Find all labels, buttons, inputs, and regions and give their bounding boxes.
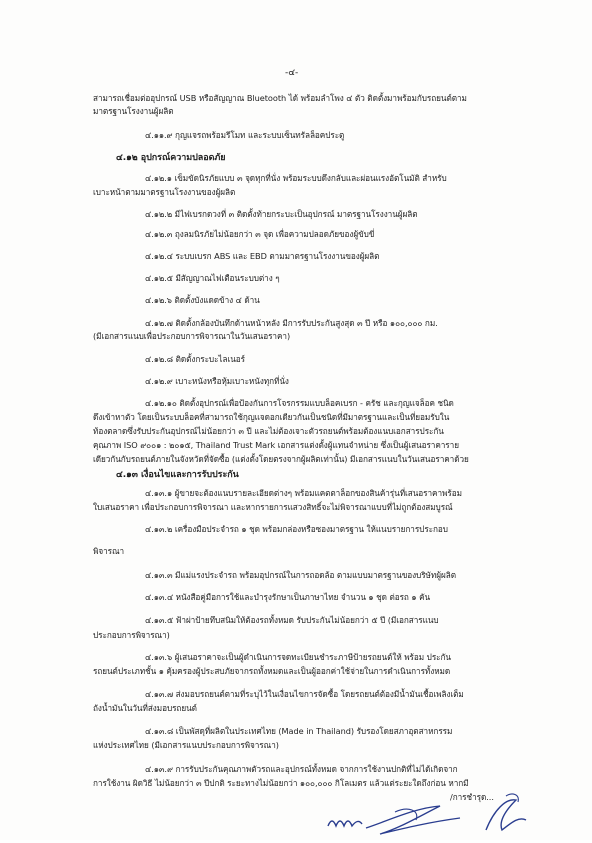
text-line: มาตรฐานโรงงานผู้ผลิต — [93, 106, 174, 116]
text-line: คุณภาพ ISO ๙๐๐๑ : ๒๐๑๕, Thailand Trust Mark เอกสารแต่งตั้งผู้แทนจำหน่าย ซึ่งเป็นผู้เสนอราคาราย — [93, 440, 459, 450]
text-line: ๔.๑๑.๙ กุญแจรถพร้อมรีโมท และระบบเซ็นทรัลล็อคประตู — [145, 130, 345, 140]
text-line: ๔.๑๒.๖ ติดตั้งบังแดดข้าง ๔ ด้าน — [145, 295, 260, 305]
text-line: แห่งประเทศไทย (มีเอกสารแนบประกอบการพิจารณา) — [93, 740, 279, 750]
text-line: ใบเสนอราคา เพื่อประกอบการพิจารณา และหากรายการแสวงสิทธิ์จะไม่พิจารณาแบบที่ไม่ถูกต้องสมบูรณ์ — [93, 502, 453, 512]
section-heading: ๔.๑๒ อุปกรณ์ความปลอดภัย — [116, 153, 226, 163]
section-heading: ๔.๑๓ เงื่อนไขและการรับประกัน — [116, 470, 239, 480]
text-line: ดึงเข้าหาตัว โดยเป็นระบบล็อคที่สามารถใช้กุญแจดอกเดียวกันเป็นชนิดที่มีมาตรฐานและเป็นที่ยอมรับใน — [93, 412, 450, 422]
continuation-text: /การชำรุด... — [450, 792, 494, 802]
text-line: พิจารณา — [93, 546, 125, 556]
text-line: ๔.๑๓.๗ ส่งมอบรถยนต์ตามที่ระบุไว้ในเงื่อนไขการจัดซื้อ โดยรถยนต์ต้องมีน้ำมันเชื้อเพลิงเต็ม — [145, 689, 464, 699]
text-line: ท้องตลาดซึ่งรับประกันอุปกรณ์ไม่น้อยกว่า ๓ ปี และไม่ต้องเจาะตัวรถยนต์พร้อมต้องแนบเอกสารประกัน — [93, 426, 444, 436]
text-line: ๔.๑๒.๕ มีสัญญาณไฟเตือนระบบต่าง ๆ — [145, 273, 280, 283]
page-number: -๔- — [285, 68, 299, 78]
text-line: รถยนต์ประเภทชั้น ๑ คุ้มครองผู้ประสบภัยจากรถทั้งหมดและเป็นผู้ออกค่าใช้จ่ายในการดำเนินการทั้งหมด — [93, 666, 451, 676]
text-line: ๔.๑๓.๕ ฟ้าผ่าป้ายทึบสนิมให้ต้องรถทั้งหมด รับประกันไม่น้อยกว่า ๕ ปี (มีเอกสารแนบ — [145, 615, 439, 625]
text-line: ๔.๑๒.๑๐ ติดตั้งอุปกรณ์เพื่อป้องกันการโจรกรรมแบบล็อคเบรก - ครัช และกุญแจล็อค ชนิด — [145, 398, 454, 408]
text-line: ๔.๑๒.๙ เบาะหนังหรือหุ้มเบาะหนังทุกที่นั่ง — [145, 376, 289, 386]
text-line: ๔.๑๒.๒ มีไฟเบรกดวงที่ ๓ ติดตั้งท้ายกระบะเป็นอุปกรณ์ มาตรฐานโรงงานผู้ผลิต — [145, 209, 418, 219]
text-line: ๔.๑๓.๖ ผู้เสนอราคาจะเป็นผู้ดำเนินการจดทะเบียนชำระภาษีป้ายรถยนต์ให้ พร้อม ประกัน — [145, 652, 451, 662]
text-line: ๔.๑๓.๒ เครื่องมือประจำรถ ๑ ชุด พร้อมกล่องหรือซองมาตรฐาน ให้แนบรายการประกอบ — [145, 524, 448, 534]
text-line: เดียวกันกับรถยนต์ภายในจังหวัดที่จัดซื้อ (แต่งตั้งโดยตรงจากผู้ผลิตเท่านั้น) มีเอกสารแนบในวันเสนอราคาด้วย — [93, 454, 469, 464]
text-line: ๔.๑๒.๓ ถุงลมนิรภัยไม่น้อยกว่า ๓ จุด เพื่อความปลอดภัยของผู้ขับขี่ — [145, 229, 375, 239]
text-line: ถังน้ำมันในวันที่ส่งมอบรถยนต์ — [93, 703, 197, 713]
text-line: ๔.๑๒.๘ ติดตั้งกระบะไลเนอร์ — [145, 354, 245, 364]
text-line: ๔.๑๒.๔ ระบบเบรก ABS และ EBD ตามมาตรฐานโรงงานของผู้ผลิต — [145, 251, 380, 261]
signature-left — [320, 798, 470, 843]
text-line: การใช้งาน ผิดวิธี ไม่น้อยกว่า ๓ ปีปกติ ระยะทางไม่น้อยกว่า ๑๐๐,๐๐๐ กิโลเมตร แล้วแต่ระยะใดถึงก่อน หากมี — [93, 778, 469, 788]
text-line: ๔.๑๓.๔ หนังสือคู่มือการใช้และบำรุงรักษาเป็นภาษาไทย จำนวน ๑ ชุด ต่อรถ ๑ คัน — [145, 592, 431, 602]
text-line: เบาะหน้าตามมาตรฐานโรงงานของผู้ผลิต — [93, 187, 236, 197]
text-line: ประกอบการพิจารณา) — [93, 630, 170, 640]
text-line: ๔.๑๒.๑ เข็มขัดนิรภัยแบบ ๓ จุดทุกที่นั่ง พร้อมระบบดึงกลับและผ่อนแรงอัตโนมัติ สำหรับ — [145, 173, 447, 183]
text-line: สามารถเชื่อมต่ออุปกรณ์ USB หรือสัญญาณ Bluetooth ได้ พร้อมลำโพง ๔ ตัว ติดตั้งมาพร้อมกับรถยนต์ตาม — [93, 93, 467, 103]
text-line: (มีเอกสารแนบเพื่อประกอบการพิจารณาในวันเสนอราคา) — [93, 331, 291, 341]
text-line: ๔.๑๓.๙ การรับประกันคุณภาพตัวรถและอุปกรณ์ทั้งหมด จากการใช้งานปกติที่ไม่ได้เกิดจาก — [145, 764, 458, 774]
text-line: ๔.๑๒.๗ ติดตั้งกล้องบันทึกด้านหน้าหลัง มีการรับประกันสูงสุด ๓ ปี หรือ ๑๐๐,๐๐๐ กม. — [145, 318, 438, 328]
text-line: ๔.๑๓.๘ เป็นพัสดุที่ผลิตในประเทศไทย (Made in Thailand) รับรองโดยสภาอุตสาหกรรม — [145, 726, 453, 736]
signature-right — [476, 790, 536, 840]
text-line: ๔.๑๓.๑ ผู้ขายจะต้องแนบรายละเอียดต่างๆ พร้อมแคตตาล็อกของสินค้ารุ่นที่เสนอราคาพร้อม — [145, 488, 462, 498]
text-line: ๔.๑๓.๓ มีแม่แรงประจำรถ พร้อมอุปกรณ์ในการถอดล้อ ตามแบบมาตรฐานของบริษัทผู้ผลิต — [145, 570, 456, 580]
